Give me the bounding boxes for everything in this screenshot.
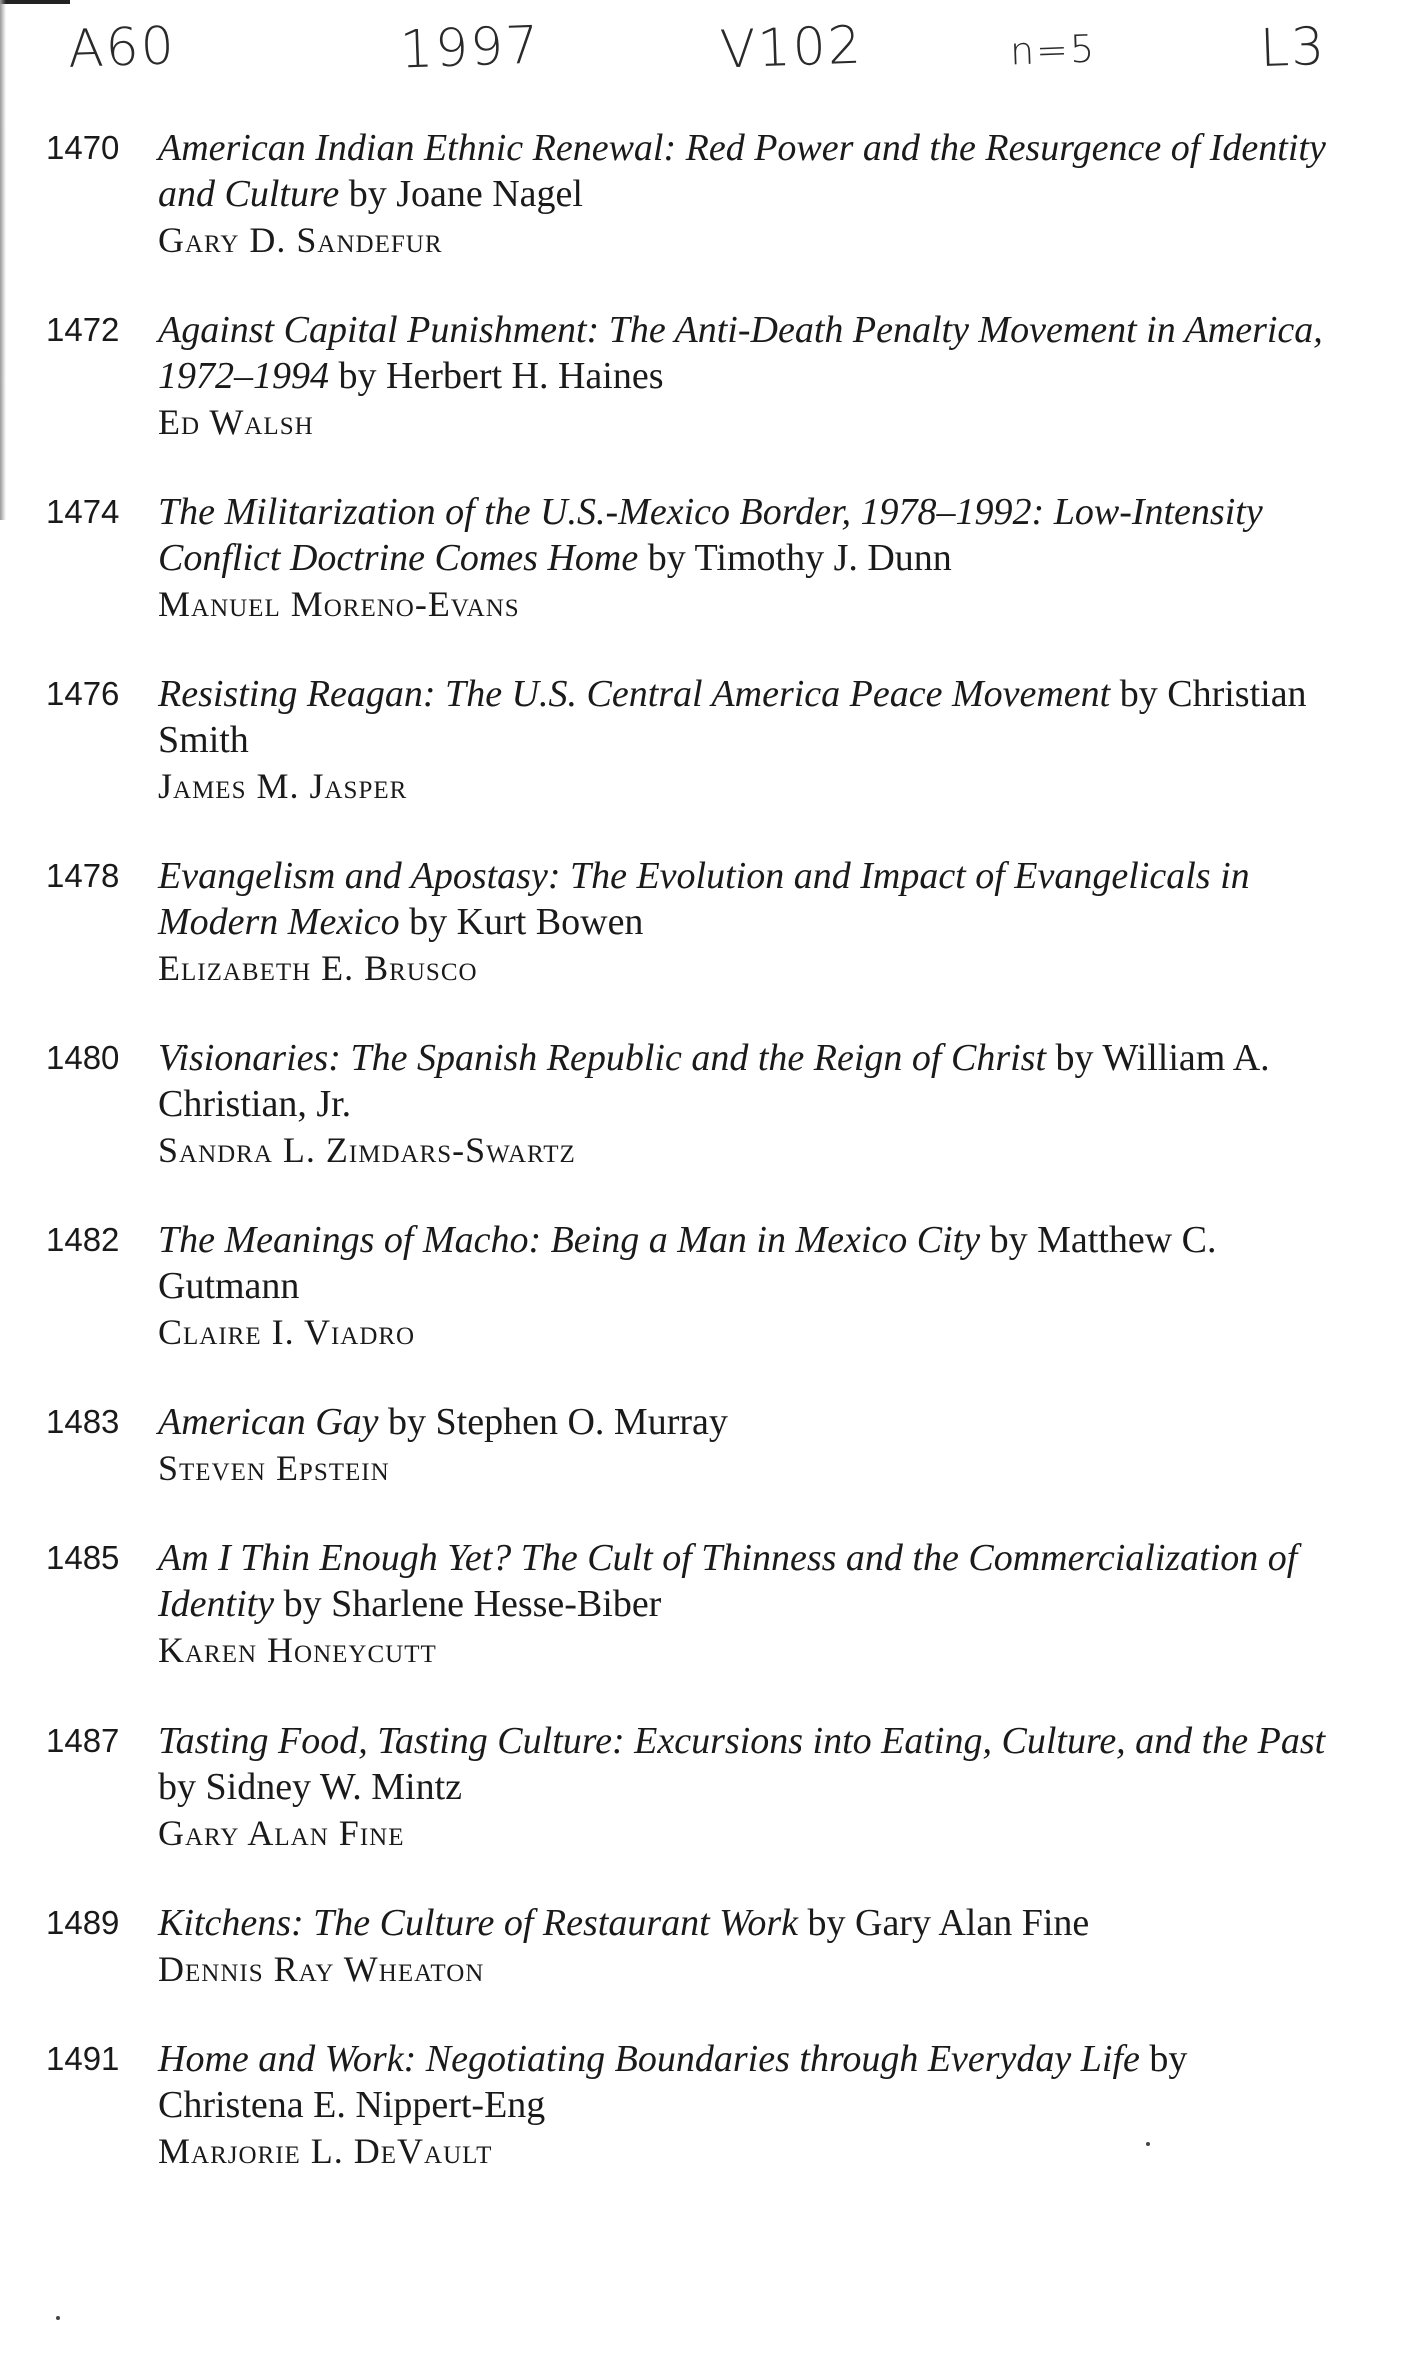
handwritten-note-4: n=5 [1009, 26, 1097, 74]
book-author: by Timothy J. Dunn [647, 537, 952, 579]
entry-body [158, 1900, 1338, 1992]
entry-number: 1480 [46, 1039, 120, 1076]
handwritten-note-3: V102 [718, 15, 864, 81]
entry-number: 1472 [46, 311, 120, 348]
reviewer-name: Claire I. Viadro [158, 1312, 416, 1352]
book-title: Evangelism and Apostasy: The Evolution and Impact of Evangelicals in Modern Mexico [158, 855, 1250, 943]
book-author: by Sidney W. Mintz [158, 1766, 463, 1808]
scan-corner-mark [0, 0, 70, 4]
book-author: by Kurt Bowen [409, 901, 644, 943]
scan-speck [56, 2316, 60, 2320]
entry-body [158, 1535, 1338, 1673]
reviewer-name: James M. Jasper [158, 766, 408, 806]
entry-body [158, 853, 1338, 991]
book-author: by Sharlene Hesse-Biber [283, 1583, 662, 1625]
entry-body [158, 671, 1338, 809]
book-title: Against Capital Punishment: The Anti-Death Penalty Movement in America, 1972–1994 [158, 309, 1323, 397]
reviewer-name: Dennis Ray Wheaton [158, 1949, 485, 1989]
reviewer-name: Gary Alan Fine [158, 1813, 405, 1853]
entry-number: 1476 [46, 675, 120, 712]
reviewer-name: Marjorie L. DeVault [158, 2131, 493, 2171]
entry-number: 1474 [46, 493, 120, 530]
entry-number: 1482 [46, 1221, 120, 1258]
entry-body [158, 1035, 1338, 1173]
reviewer-name: Sandra L. Zimdars-Swartz [158, 1130, 576, 1170]
book-title: The Militarization of the U.S.-Mexico Border, 1978–1992: Low-Intensity Conflict Doctrine Comes Home [158, 491, 1263, 579]
entry-number: 1483 [46, 1403, 120, 1440]
book-author: by Gary Alan Fine [807, 1902, 1090, 1944]
entry-number: 1491 [46, 2040, 120, 2077]
handwritten-note-2: 1997 [398, 15, 542, 81]
book-title: Resisting Reagan: The U.S. Central America Peace Movement [158, 673, 1111, 715]
book-author: by Christian Smith [158, 673, 1307, 761]
entry-body [158, 1718, 1338, 1856]
entry-number: 1485 [46, 1539, 120, 1576]
handwritten-note-1: A60 [66, 16, 177, 80]
entry-body [158, 307, 1338, 445]
scan-speck [1146, 2142, 1150, 2146]
reviewer-name: Steven Epstein [158, 1448, 390, 1488]
book-author: by Stephen O. Murray [388, 1401, 728, 1443]
book-author: by Joane Nagel [348, 173, 583, 215]
book-title: The Meanings of Macho: Being a Man in Mexico City [158, 1219, 981, 1261]
book-title: Home and Work: Negotiating Boundaries through Everyday Life [158, 2038, 1140, 2080]
handwritten-note-5: L3 [1258, 16, 1328, 80]
book-title: Tasting Food, Tasting Culture: Excursions into Eating, Culture, and the Past [158, 1720, 1326, 1762]
book-author: by Herbert H. Haines [338, 355, 664, 397]
entry-number: 1489 [46, 1904, 120, 1941]
entry-number: 1487 [46, 1722, 120, 1759]
entry-body [158, 1399, 1338, 1491]
reviewer-name: Elizabeth E. Brusco [158, 948, 478, 988]
book-author: by Christena E. Nippert-Eng [158, 2038, 1188, 2126]
reviewer-name: Karen Honeycutt [158, 1630, 437, 1670]
entry-body [158, 489, 1338, 627]
book-title: Am I Thin Enough Yet? The Cult of Thinness and the Commercialization of Identity [158, 1537, 1298, 1625]
reviewer-name: Ed Walsh [158, 402, 314, 442]
entry-body [158, 2036, 1338, 2174]
book-title: Visionaries: The Spanish Republic and the Reign of Christ [158, 1037, 1047, 1079]
book-title: American Indian Ethnic Renewal: Red Power and the Resurgence of Identity and Culture [158, 127, 1326, 215]
book-title: American Gay [158, 1401, 379, 1443]
entry-number: 1478 [46, 857, 120, 894]
book-author: by Matthew C. Gutmann [158, 1219, 1217, 1307]
book-author: by William A. Christian, Jr. [158, 1037, 1270, 1125]
handwritten-header [0, 15, 1402, 98]
reviewer-name: Gary D. Sandefur [158, 220, 443, 260]
reviewer-name: Manuel Moreno-Evans [158, 584, 520, 624]
entry-number: 1470 [46, 129, 120, 166]
entry-body [158, 125, 1338, 263]
book-title: Kitchens: The Culture of Restaurant Work [158, 1902, 798, 1944]
entry-body [158, 1217, 1338, 1355]
